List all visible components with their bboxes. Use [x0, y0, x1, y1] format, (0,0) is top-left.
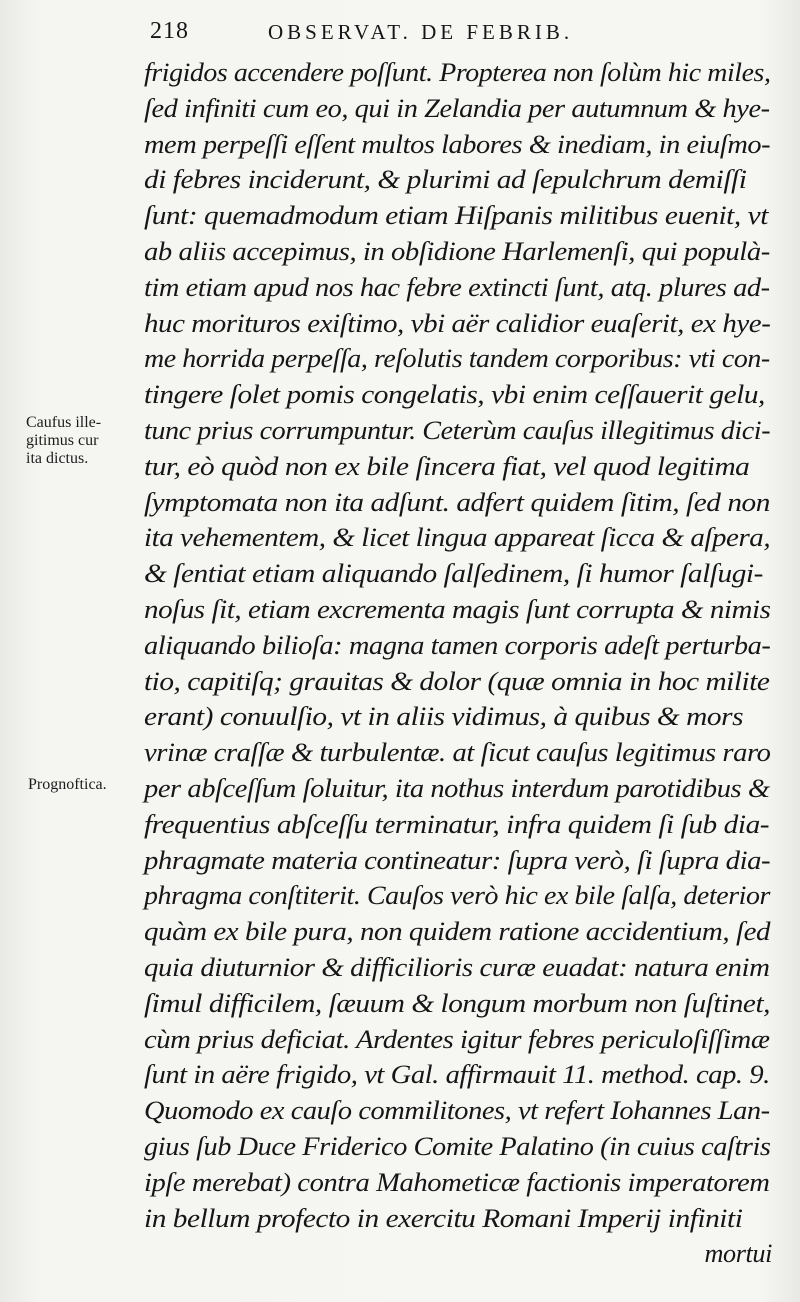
text-line: ſymptomata non ita adſunt. adfert quidem ſitim, ſed non: [144, 487, 770, 517]
text-line: huc morituros exiſtimo, vbi aër calidior euaſerit, ex hye-: [144, 308, 771, 338]
margin-note-line: ita dictus.: [26, 450, 89, 467]
text-line: gius ſub Duce Friderico Comite Palatino (in cuius caſtris: [144, 1132, 771, 1161]
running-head: [150, 18, 780, 52]
text-line: per abſceſſum ſoluitur, ita nothus interdum parotidibus &: [144, 774, 770, 803]
margin-note-prognostica: [28, 776, 107, 794]
margin-note-line: Prognoftica.: [28, 776, 107, 793]
text-line: cùm prius deficiat. Ardentes igitur febres periculoſiſſimæ: [144, 1024, 770, 1054]
text-line: ab aliis accepimus, in obſidione Harlemenſi, qui populà-: [144, 237, 770, 266]
text-line: tur, eò quòd non ex bile ſincera fiat, vel quod legitima: [144, 451, 750, 481]
text-line: mem perpeſſi eſſent multos labores & inediam, in eiuſmo-: [144, 129, 771, 159]
text-line: me horrida perpeſſa, reſolutis tandem corporibus: vti con-: [144, 344, 770, 374]
running-title: OBSERVAT. DE FEBRIB.: [268, 20, 574, 44]
text-line: ipſe merebat) contra Mahometicæ factionis imperatorem: [144, 1167, 770, 1197]
text-line: quia diuturnior & difficilioris curæ euadat: natura enim: [144, 953, 770, 982]
margin-note-line: Caufus ille-: [26, 414, 102, 431]
text-line: ſunt: quemadmodum etiam Hiſpanis militibus euenit, vt: [144, 201, 768, 231]
margin-note-line: gitimus cur: [26, 432, 99, 449]
text-line: tim etiam apud nos hac febre extincti ſunt, atq. plures ad-: [144, 272, 770, 302]
text-line: ſunt in aëre frigido, vt Gal. affirmauit 11. method. cap. 9.: [144, 1060, 770, 1090]
text-line: Quomodo ex cauſo commilitones, vt refert Iohannes Lan-: [144, 1096, 770, 1126]
text-line: noſus ſit, etiam excrementa magis ſunt corrupta & nimis: [144, 595, 771, 624]
page-number: 218: [150, 18, 189, 44]
text-line: vrinæ craſſæ & turbulentæ. at ſicut cauſus legitimus raro: [144, 738, 771, 768]
text-line: tingere ſolet pomis congelatis, vbi enim ceſſauerit gelu,: [144, 380, 765, 410]
text-line: phragmate materia contineatur: ſupra verò, ſi ſupra dia-: [144, 845, 771, 875]
text-line: tunc prius corrumpuntur. Ceterùm cauſus illegitimus dici-: [144, 416, 771, 445]
text-line: & ſentiat etiam aliquando ſalſedinem, ſi humor ſalſugi-: [144, 559, 763, 589]
catchword: mortui: [704, 1239, 772, 1269]
text-line: phragma conſtiterit. Cauſos verò hic ex bile ſalſa, deterior: [144, 881, 770, 911]
text-line: aliquando bilioſa: magna tamen corporis adeſt perturba-: [144, 630, 771, 660]
text-line: ſimul difficilem, ſæuum & longum morbum non ſuſtinet,: [144, 988, 771, 1018]
text-line: ſed infiniti cum eo, qui in Zelandia per autumnum & hye-: [144, 93, 770, 123]
text-line: frequentius abſceſſu terminatur, infra quidem ſi ſub dia-: [144, 809, 770, 839]
text-line: di febres inciderunt, & plurimi ad ſepulchrum demiſſi: [144, 165, 747, 195]
text-line: quàm ex bile pura, non quidem ratione accidentium, ſed: [144, 917, 771, 947]
text-line: erant) conuulſio, vt in aliis vidimus, à quibus & mors: [144, 702, 744, 732]
margin-note-causus: [26, 414, 101, 468]
text-line: ita vehementem, & licet lingua appareat ſicca & aſpera,: [144, 523, 771, 553]
text-line: tio, capitiſq; grauitas & dolor (quæ omnia in hoc milite: [144, 666, 770, 696]
text-line: in bellum profecto in exercitu Romani Imperij infiniti: [144, 1203, 743, 1233]
text-line: frigidos accendere poſſunt. Propterea non ſolùm hic miles,: [144, 58, 771, 87]
